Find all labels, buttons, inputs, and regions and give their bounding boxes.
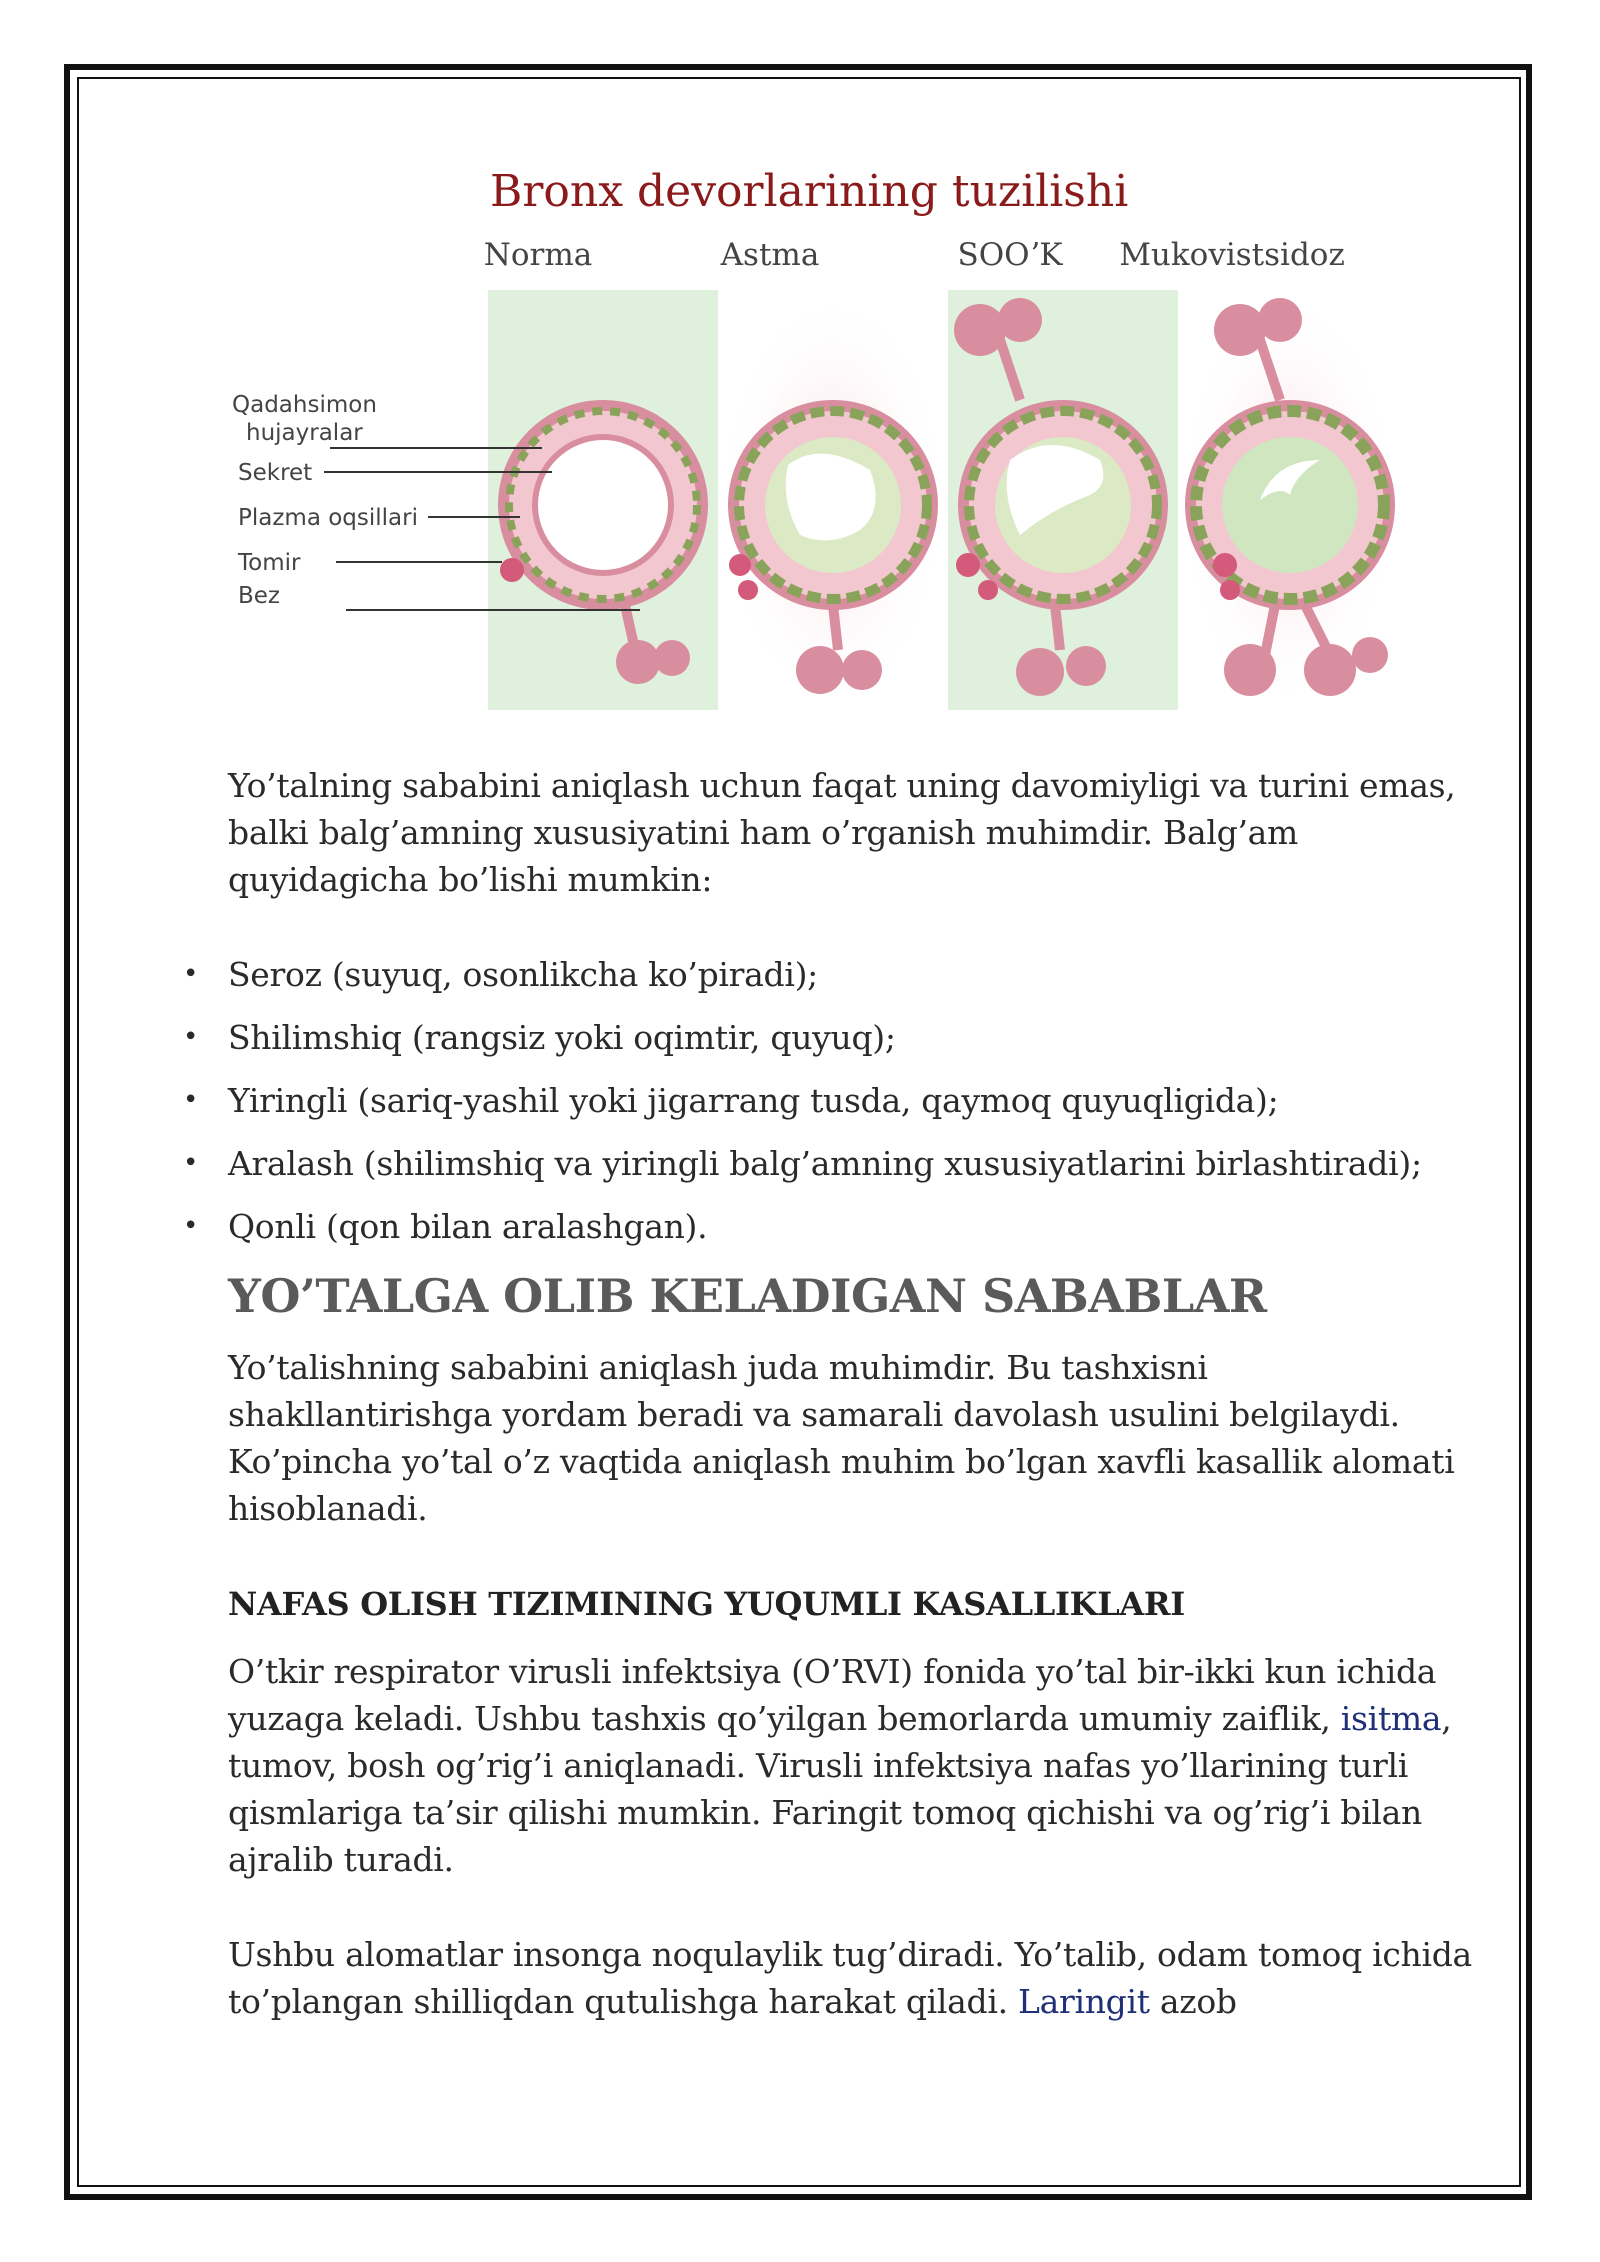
bullet-icon: • [183, 959, 199, 989]
list-item-text: Yiringli (sariq-yashil yoki jigarrang tusda, qaymoq quyuqligida); [228, 1081, 1279, 1120]
bullet-icon: • [183, 1085, 199, 1115]
label-sekret: Sekret [238, 460, 313, 486]
infections-heading: NAFAS OLISH TIZIMINING YUQUMLI KASALLIKLARI [228, 1585, 1185, 1623]
isitma-link[interactable]: isitma [1340, 1699, 1442, 1738]
label-hujayralar: hujayralar [246, 420, 363, 446]
label-tomir: Tomir [238, 550, 301, 576]
bronchus-diagram [220, 150, 1450, 730]
list-item [183, 1203, 1478, 1250]
figure-title: Bronx devorlarining tuzilishi [490, 166, 1129, 217]
column-header-norma: Norma [483, 237, 593, 273]
article-body [183, 762, 1478, 2025]
bronchus-wall-figure [220, 150, 1450, 730]
list-item-text: Aralash (shilimshiq va yiringli balg’amning xususiyatlarini birlashtiradi); [228, 1144, 1422, 1183]
bullet-icon: • [183, 1148, 199, 1178]
column-header-mukovistsidoz: Mukovistsidoz [1119, 237, 1345, 273]
label-bez: Bez [238, 583, 281, 609]
symptoms-text-end: azob [1149, 1982, 1237, 2021]
list-item-text: Qonli (qon bilan aralashgan). [228, 1207, 708, 1246]
symptoms-text-start: Ushbu alomatlar insonga noqulaylik tug’diradi. Yo’talib, odam tomoq ichida to’plangan shilliqdan qutulishga harakat qiladi. [228, 1935, 1472, 2021]
list-item [183, 951, 1478, 998]
intro-paragraph: Yo’talning sababini aniqlash uchun faqat uning davomiyligi va turini emas, balki balg’amning xususiyatini ham o’rganish muhimdir. Balg’am quyidagicha bo’lishi mumkin: [228, 766, 1456, 899]
sputum-types-list [183, 951, 1478, 1250]
symptoms-paragraph [228, 1931, 1478, 2025]
infections-paragraph [228, 1648, 1478, 1883]
causes-heading: YO’TALGA OLIB KELADIGAN SABABLAR [228, 1269, 1267, 1323]
list-item [183, 1140, 1478, 1187]
laringit-link[interactable]: Laringit [1017, 1982, 1150, 2021]
column-header-astma: Astma [720, 237, 820, 273]
causes-paragraph: Yo’talishning sababini aniqlash juda muhimdir. Bu tashxisni shakllantirishga yordam beradi va samarali davolash usulini belgilaydi. Ko’pincha yo’tal o’z vaqtida aniqlash muhim bo’lgan xavfli kasallik alomati hisoblanadi. [228, 1348, 1455, 1528]
infections-text-end: , tumov, bosh og’rig’i aniqlanadi. Virusli infektsiya nafas yo’llarining turli qismlariga ta’sir qilishi mumkin. Faringit tomoq qichishi va og’rig’i bilan ajralib turadi. [228, 1699, 1452, 1879]
list-item [183, 1014, 1478, 1061]
column-header-sook: SOOʼK [957, 237, 1063, 273]
list-item [183, 1077, 1478, 1124]
bullet-icon: • [183, 1211, 199, 1241]
label-qadahsimon: Qadahsimon [232, 392, 377, 418]
label-plazma-oqsillari: Plazma oqsillari [238, 505, 419, 531]
bullet-icon: • [183, 1022, 199, 1052]
list-item-text: Shilimshiq (rangsiz yoki oqimtir, quyuq); [228, 1018, 896, 1057]
infections-text-start: O’tkir respirator virusli infektsiya (O’RVI) fonida yo’tal bir-ikki kun ichida yuzaga keladi. Ushbu tashxis qo’yilgan bemorlarda umumiy zaiflik, [228, 1652, 1437, 1738]
list-item-text: Seroz (suyuq, osonlikcha ko’piradi); [228, 955, 819, 994]
